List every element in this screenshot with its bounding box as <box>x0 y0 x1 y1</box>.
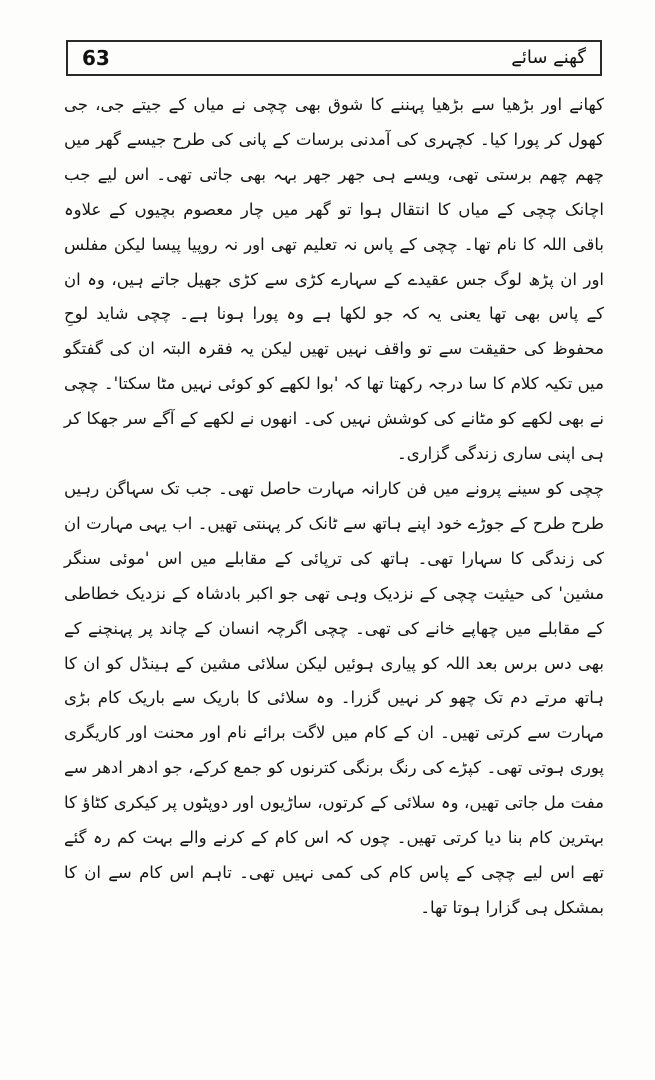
page-header <box>66 40 602 76</box>
paragraph: چچی کو سینے پرونے میں فن کارانہ مہارت حاصل تھی۔ جب تک سہاگن رہیں طرح طرح کے جوڑے خود اپنے ہاتھ سے ٹانک کر پہنتی تھیں۔ اب یہی مہارت ان کی زندگی کا سہارا تھی۔ ہاتھ کی ترپائی کے مقابلے میں اس 'موئی سنگر مشین' کی حیثیت چچی کے نزدیک وہی تھی جو اکبر بادشاہ کے نزدیک خطاطی کے مقابلے میں چھاپے خانے کی تھی۔ چچی اگرچہ انسان کے چاند پر پہنچنے کے بھی دس برس بعد اللہ کو پیاری ہوئیں لیکن سلائی مشین کے ہینڈل کو ان کا ہاتھ مرتے دم تک چھو کر نہیں گزرا۔ وہ سلائی کا باریک سے باریک کام بڑی مہارت سے کرتی تھیں۔ ان کے کام میں لاگت برائے نام اور محنت اور کاریگری پوری ہوتی تھی۔ کپڑے کی رنگ برنگی کترنوں کو جمع کرکے، جو ادھر ادھر سے مفت مل جاتی تھیں، وہ سلائی کے کرتوں، ساڑیوں اور دوپٹوں پر کیکری کٹاؤ کا بہترین کام بنا دیا کرتی تھیں۔ چوں کہ اس کام کے کرنے والے بہت کم رہ گئے تھے اس لیے چچی کے پاس کام کی کمی نہیں تھی۔ تاہم اس کام سے ان کا بمشکل ہی گزارا ہوتا تھا۔ <box>64 478 604 917</box>
paragraph: کھانے اور بڑھیا سے بڑھیا پہننے کا شوق بھی چچی نے میاں کے جیتے جی، جی کھول کر پورا کیا۔ کچہری کی آمدنی برسات کے پانی کی طرح جیسے گھر میں چھم چھم برستی تھی، ویسے ہی جھر جھر بہہ بھی جاتی تھی۔ اس لیے جب اچانک چچی کے میاں کا انتقال ہوا تو گھر میں چار معصوم بچیوں کے علاوہ باقی اللہ کا نام تھا۔ چچی کے پاس نہ تعلیم تھی اور نہ روپیا پیسا لیکن مفلس اور ان پڑھ لوگ جس عقیدے کے سہارے کڑی سے کڑی جھیل جاتے ہیں، وہ ان کے پاس بھی تھا یعنی یہ کہ جو لکھا ہے وہ پورا ہونا ہے۔ چچی شاید لوحِ محفوظ کی حقیقت سے تو واقف نہیں تھیں لیکن یہ فقرہ البتہ ان کی گفتگو میں تکیہ کلام کا سا درجہ رکھتا تھا کہ 'بوا لکھے کو کوئی نہیں مٹا سکتا'۔ چچی نے بھی لکھے کو مٹانے کی کوشش نہیں کی۔ انھوں نے لکھے کے آگے سر جھکا کر ہی اپنی ساری زندگی گزاری۔ <box>64 95 604 464</box>
page-number: 63 <box>82 46 110 70</box>
body-text <box>64 88 604 926</box>
running-title: گھنے سائے <box>511 47 586 68</box>
